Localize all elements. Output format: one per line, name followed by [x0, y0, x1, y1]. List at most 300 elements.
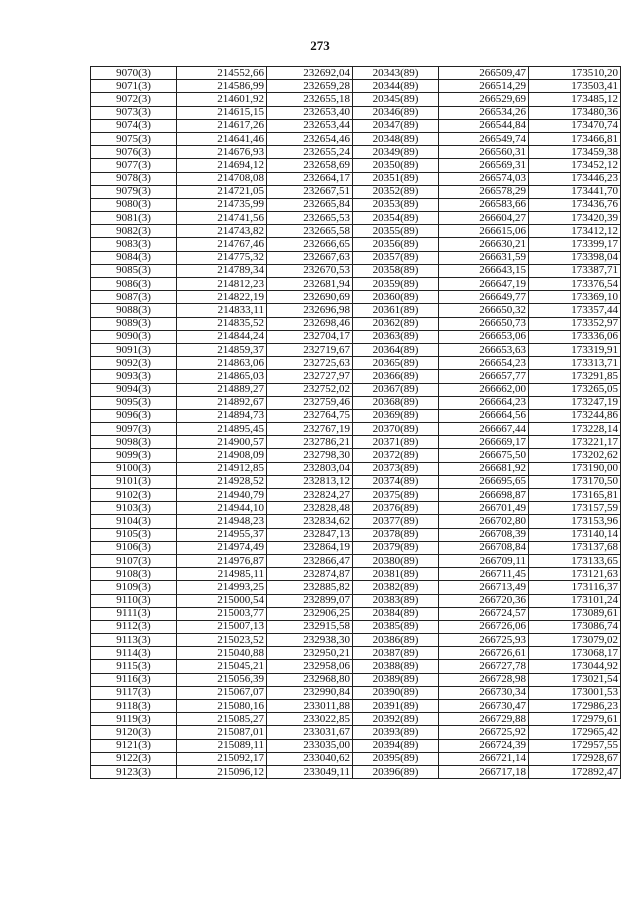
- table-cell-x-coordinate-a: 214900,57: [177, 436, 267, 449]
- table-cell-x-coordinate-b: 266664,23: [439, 396, 529, 409]
- table-cell-y-coordinate-b: 173446,23: [529, 172, 621, 185]
- table-cell-y-coordinate-b: 173376,54: [529, 278, 621, 291]
- table-cell-point-id-a: 9119(3): [91, 713, 177, 726]
- table-cell-point-id-b: 20372(89): [353, 449, 439, 462]
- table-row: [91, 713, 621, 726]
- table-cell-y-coordinate-b: 173459,38: [529, 146, 621, 159]
- table-cell-point-id-b: 20345(89): [353, 93, 439, 106]
- table-cell-y-coordinate-a: 232767,19: [267, 423, 353, 436]
- table-cell-x-coordinate-a: 214889,27: [177, 383, 267, 396]
- table-cell-x-coordinate-a: 214844,24: [177, 330, 267, 343]
- table-cell-x-coordinate-a: 214908,09: [177, 449, 267, 462]
- table-row: [91, 132, 621, 145]
- table-cell-point-id-a: 9115(3): [91, 660, 177, 673]
- table-cell-y-coordinate-b: 172979,61: [529, 713, 621, 726]
- table-cell-x-coordinate-a: 214955,37: [177, 528, 267, 541]
- table-row: [91, 620, 621, 633]
- table-cell-x-coordinate-a: 214694,12: [177, 159, 267, 172]
- table-cell-y-coordinate-b: 173503,41: [529, 80, 621, 93]
- table-row: [91, 317, 621, 330]
- table-row: [91, 225, 621, 238]
- table-cell-x-coordinate-b: 266669,17: [439, 436, 529, 449]
- table-cell-point-id-a: 9087(3): [91, 291, 177, 304]
- table-cell-x-coordinate-a: 215092,17: [177, 752, 267, 765]
- table-cell-point-id-b: 20396(89): [353, 765, 439, 778]
- table-cell-y-coordinate-b: 173086,74: [529, 620, 621, 633]
- table-row: [91, 634, 621, 647]
- table-cell-point-id-a: 9100(3): [91, 462, 177, 475]
- table-cell-y-coordinate-b: 173265,05: [529, 383, 621, 396]
- table-cell-y-coordinate-b: 173352,97: [529, 317, 621, 330]
- table-cell-point-id-b: 20351(89): [353, 172, 439, 185]
- table-row: [91, 515, 621, 528]
- table-cell-point-id-a: 9117(3): [91, 686, 177, 699]
- table-cell-y-coordinate-a: 232915,58: [267, 620, 353, 633]
- table-row: [91, 396, 621, 409]
- table-cell-y-coordinate-a: 232670,53: [267, 264, 353, 277]
- table-cell-y-coordinate-a: 232655,24: [267, 146, 353, 159]
- table-cell-x-coordinate-b: 266653,06: [439, 330, 529, 343]
- table-row: [91, 686, 621, 699]
- table-cell-y-coordinate-a: 232864,19: [267, 541, 353, 554]
- table-cell-y-coordinate-b: 173244,86: [529, 409, 621, 422]
- table-cell-point-id-a: 9116(3): [91, 673, 177, 686]
- table-cell-y-coordinate-b: 173190,00: [529, 462, 621, 475]
- table-cell-point-id-a: 9098(3): [91, 436, 177, 449]
- table-row: [91, 146, 621, 159]
- table-cell-x-coordinate-b: 266650,32: [439, 304, 529, 317]
- table-cell-y-coordinate-a: 232968,80: [267, 673, 353, 686]
- table-cell-x-coordinate-a: 214865,03: [177, 370, 267, 383]
- coordinates-table: [90, 66, 621, 779]
- table-cell-y-coordinate-a: 232653,44: [267, 119, 353, 132]
- table-cell-point-id-b: 20389(89): [353, 673, 439, 686]
- table-row: [91, 93, 621, 106]
- table-cell-point-id-a: 9099(3): [91, 449, 177, 462]
- table-cell-point-id-b: 20357(89): [353, 251, 439, 264]
- table-cell-y-coordinate-b: 172957,55: [529, 739, 621, 752]
- table-cell-point-id-b: 20375(89): [353, 489, 439, 502]
- coordinates-table-body: [91, 67, 621, 779]
- table-row: [91, 554, 621, 567]
- table-cell-point-id-a: 9118(3): [91, 700, 177, 713]
- table-cell-point-id-b: 20387(89): [353, 647, 439, 660]
- table-cell-point-id-b: 20374(89): [353, 475, 439, 488]
- table-cell-point-id-a: 9077(3): [91, 159, 177, 172]
- table-cell-y-coordinate-a: 233049,11: [267, 765, 353, 778]
- table-row: [91, 343, 621, 356]
- table-cell-x-coordinate-b: 266662,00: [439, 383, 529, 396]
- table-cell-point-id-b: 20379(89): [353, 541, 439, 554]
- table-cell-x-coordinate-a: 214894,73: [177, 409, 267, 422]
- table-cell-y-coordinate-b: 173441,70: [529, 185, 621, 198]
- table-cell-x-coordinate-a: 214912,85: [177, 462, 267, 475]
- table-row: [91, 726, 621, 739]
- table-cell-x-coordinate-a: 214812,23: [177, 278, 267, 291]
- table-cell-point-id-a: 9112(3): [91, 620, 177, 633]
- table-cell-x-coordinate-a: 214601,92: [177, 93, 267, 106]
- table-cell-x-coordinate-b: 266549,74: [439, 132, 529, 145]
- table-cell-point-id-a: 9082(3): [91, 225, 177, 238]
- table-cell-point-id-a: 9079(3): [91, 185, 177, 198]
- table-cell-x-coordinate-b: 266657,77: [439, 370, 529, 383]
- table-row: [91, 238, 621, 251]
- table-cell-x-coordinate-a: 215003,77: [177, 607, 267, 620]
- table-cell-point-id-b: 20391(89): [353, 700, 439, 713]
- table-cell-x-coordinate-b: 266730,47: [439, 700, 529, 713]
- table-cell-x-coordinate-a: 214741,56: [177, 212, 267, 225]
- table-cell-y-coordinate-a: 233022,85: [267, 713, 353, 726]
- table-cell-point-id-b: 20383(89): [353, 594, 439, 607]
- table-row: [91, 357, 621, 370]
- table-row: [91, 119, 621, 132]
- table-cell-y-coordinate-a: 232759,46: [267, 396, 353, 409]
- table-cell-y-coordinate-a: 232665,84: [267, 198, 353, 211]
- table-row: [91, 541, 621, 554]
- table-cell-point-id-b: 20384(89): [353, 607, 439, 620]
- table-cell-y-coordinate-b: 173157,59: [529, 502, 621, 515]
- table-cell-y-coordinate-b: 173466,81: [529, 132, 621, 145]
- table-cell-y-coordinate-a: 232990,84: [267, 686, 353, 699]
- table-cell-y-coordinate-a: 232654,46: [267, 132, 353, 145]
- table-row: [91, 568, 621, 581]
- table-cell-point-id-a: 9105(3): [91, 528, 177, 541]
- table-cell-y-coordinate-b: 173121,63: [529, 568, 621, 581]
- table-cell-point-id-b: 20368(89): [353, 396, 439, 409]
- table-cell-y-coordinate-b: 173436,76: [529, 198, 621, 211]
- table-cell-y-coordinate-a: 232665,53: [267, 212, 353, 225]
- table-cell-x-coordinate-b: 266583,66: [439, 198, 529, 211]
- table-row: [91, 291, 621, 304]
- table-cell-x-coordinate-a: 214743,82: [177, 225, 267, 238]
- table-cell-point-id-b: 20369(89): [353, 409, 439, 422]
- table-cell-point-id-b: 20367(89): [353, 383, 439, 396]
- table-cell-y-coordinate-a: 232696,98: [267, 304, 353, 317]
- table-cell-y-coordinate-a: 232885,82: [267, 581, 353, 594]
- table-row: [91, 660, 621, 673]
- table-cell-point-id-a: 9071(3): [91, 80, 177, 93]
- table-cell-point-id-b: 20344(89): [353, 80, 439, 93]
- table-cell-y-coordinate-b: 173420,39: [529, 212, 621, 225]
- table-row: [91, 159, 621, 172]
- table-cell-point-id-a: 9085(3): [91, 264, 177, 277]
- table-cell-point-id-a: 9090(3): [91, 330, 177, 343]
- table-cell-point-id-b: 20353(89): [353, 198, 439, 211]
- table-cell-y-coordinate-b: 172892,47: [529, 765, 621, 778]
- table-cell-x-coordinate-a: 214976,87: [177, 554, 267, 567]
- table-cell-point-id-b: 20352(89): [353, 185, 439, 198]
- table-cell-x-coordinate-b: 266717,18: [439, 765, 529, 778]
- table-cell-point-id-a: 9075(3): [91, 132, 177, 145]
- table-cell-point-id-a: 9076(3): [91, 146, 177, 159]
- table-row: [91, 80, 621, 93]
- table-cell-y-coordinate-b: 173480,36: [529, 106, 621, 119]
- table-cell-y-coordinate-a: 232653,40: [267, 106, 353, 119]
- table-cell-x-coordinate-b: 266698,87: [439, 489, 529, 502]
- table-cell-point-id-b: 20373(89): [353, 462, 439, 475]
- table-cell-y-coordinate-a: 232874,87: [267, 568, 353, 581]
- table-cell-point-id-b: 20392(89): [353, 713, 439, 726]
- table-cell-x-coordinate-b: 266721,14: [439, 752, 529, 765]
- table-cell-point-id-b: 20358(89): [353, 264, 439, 277]
- table-cell-point-id-b: 20354(89): [353, 212, 439, 225]
- table-row: [91, 278, 621, 291]
- table-cell-x-coordinate-b: 266509,47: [439, 67, 529, 80]
- page-number: 273: [310, 38, 330, 53]
- table-cell-point-id-b: 20343(89): [353, 67, 439, 80]
- table-cell-x-coordinate-b: 266578,29: [439, 185, 529, 198]
- table-cell-x-coordinate-b: 266711,45: [439, 568, 529, 581]
- table-cell-point-id-b: 20385(89): [353, 620, 439, 633]
- table-cell-x-coordinate-a: 215056,39: [177, 673, 267, 686]
- table-cell-y-coordinate-b: 173153,96: [529, 515, 621, 528]
- table-cell-point-id-b: 20393(89): [353, 726, 439, 739]
- table-row: [91, 264, 621, 277]
- table-cell-x-coordinate-a: 215040,88: [177, 647, 267, 660]
- table-cell-point-id-b: 20346(89): [353, 106, 439, 119]
- table-cell-y-coordinate-a: 233040,62: [267, 752, 353, 765]
- table-cell-x-coordinate-a: 214863,06: [177, 357, 267, 370]
- table-cell-x-coordinate-b: 266649,77: [439, 291, 529, 304]
- table-cell-y-coordinate-a: 232719,67: [267, 343, 353, 356]
- table-cell-x-coordinate-b: 266713,49: [439, 581, 529, 594]
- table-cell-point-id-b: 20361(89): [353, 304, 439, 317]
- table-cell-point-id-a: 9073(3): [91, 106, 177, 119]
- table-cell-x-coordinate-a: 214948,23: [177, 515, 267, 528]
- table-cell-x-coordinate-b: 266529,69: [439, 93, 529, 106]
- table-cell-point-id-a: 9086(3): [91, 278, 177, 291]
- table-row: [91, 330, 621, 343]
- table-cell-point-id-b: 20395(89): [353, 752, 439, 765]
- table-row: [91, 607, 621, 620]
- table-cell-point-id-b: 20394(89): [353, 739, 439, 752]
- table-cell-x-coordinate-b: 266727,78: [439, 660, 529, 673]
- table-cell-x-coordinate-a: 214708,08: [177, 172, 267, 185]
- table-row: [91, 673, 621, 686]
- table-cell-point-id-a: 9088(3): [91, 304, 177, 317]
- table-cell-x-coordinate-a: 214985,11: [177, 568, 267, 581]
- table-cell-x-coordinate-b: 266702,80: [439, 515, 529, 528]
- table-cell-point-id-a: 9113(3): [91, 634, 177, 647]
- table-row: [91, 106, 621, 119]
- table-cell-x-coordinate-a: 214859,37: [177, 343, 267, 356]
- table-row: [91, 423, 621, 436]
- table-cell-y-coordinate-a: 232664,17: [267, 172, 353, 185]
- table-row: [91, 700, 621, 713]
- table-cell-point-id-b: 20364(89): [353, 343, 439, 356]
- table-cell-point-id-a: 9108(3): [91, 568, 177, 581]
- table-cell-y-coordinate-b: 173170,50: [529, 475, 621, 488]
- table-cell-y-coordinate-b: 173140,14: [529, 528, 621, 541]
- table-cell-y-coordinate-b: 173228,14: [529, 423, 621, 436]
- table-cell-x-coordinate-b: 266569,31: [439, 159, 529, 172]
- table-cell-point-id-a: 9089(3): [91, 317, 177, 330]
- table-cell-x-coordinate-a: 214735,99: [177, 198, 267, 211]
- table-cell-point-id-b: 20370(89): [353, 423, 439, 436]
- table-cell-point-id-b: 20376(89): [353, 502, 439, 515]
- table-cell-x-coordinate-a: 214617,26: [177, 119, 267, 132]
- table-cell-x-coordinate-b: 266615,06: [439, 225, 529, 238]
- table-cell-point-id-a: 9114(3): [91, 647, 177, 660]
- table-row: [91, 739, 621, 752]
- table-cell-x-coordinate-a: 215007,13: [177, 620, 267, 633]
- table-cell-y-coordinate-b: 173336,06: [529, 330, 621, 343]
- table-cell-y-coordinate-b: 173001,53: [529, 686, 621, 699]
- table-cell-y-coordinate-b: 173021,54: [529, 673, 621, 686]
- table-cell-y-coordinate-b: 173319,91: [529, 343, 621, 356]
- table-cell-point-id-a: 9102(3): [91, 489, 177, 502]
- table-cell-y-coordinate-b: 173291,85: [529, 370, 621, 383]
- table-cell-point-id-a: 9084(3): [91, 251, 177, 264]
- table-cell-x-coordinate-b: 266724,39: [439, 739, 529, 752]
- table-cell-x-coordinate-b: 266728,98: [439, 673, 529, 686]
- table-cell-y-coordinate-a: 232690,69: [267, 291, 353, 304]
- table-cell-point-id-b: 20371(89): [353, 436, 439, 449]
- table-cell-x-coordinate-a: 215023,52: [177, 634, 267, 647]
- table-cell-point-id-b: 20381(89): [353, 568, 439, 581]
- table-cell-point-id-a: 9092(3): [91, 357, 177, 370]
- table-cell-y-coordinate-b: 173452,12: [529, 159, 621, 172]
- table-cell-x-coordinate-b: 266730,34: [439, 686, 529, 699]
- table-cell-x-coordinate-b: 266604,27: [439, 212, 529, 225]
- table-cell-y-coordinate-b: 173485,12: [529, 93, 621, 106]
- table-row: [91, 489, 621, 502]
- table-cell-point-id-a: 9123(3): [91, 765, 177, 778]
- table-row: [91, 581, 621, 594]
- table-cell-x-coordinate-b: 266725,93: [439, 634, 529, 647]
- table-cell-point-id-a: 9097(3): [91, 423, 177, 436]
- table-cell-y-coordinate-a: 232659,28: [267, 80, 353, 93]
- table-row: [91, 528, 621, 541]
- table-cell-point-id-a: 9096(3): [91, 409, 177, 422]
- table-cell-point-id-b: 20382(89): [353, 581, 439, 594]
- table-cell-x-coordinate-b: 266534,26: [439, 106, 529, 119]
- table-cell-point-id-b: 20365(89): [353, 357, 439, 370]
- table-cell-y-coordinate-b: 173399,17: [529, 238, 621, 251]
- table-cell-y-coordinate-a: 232958,06: [267, 660, 353, 673]
- table-row: [91, 647, 621, 660]
- table-cell-y-coordinate-a: 232655,18: [267, 93, 353, 106]
- table-cell-y-coordinate-a: 232950,21: [267, 647, 353, 660]
- table-cell-x-coordinate-a: 214833,11: [177, 304, 267, 317]
- table-row: [91, 304, 621, 317]
- table-cell-y-coordinate-a: 232847,13: [267, 528, 353, 541]
- table-cell-point-id-a: 9103(3): [91, 502, 177, 515]
- table-cell-x-coordinate-a: 214641,46: [177, 132, 267, 145]
- table-cell-point-id-a: 9110(3): [91, 594, 177, 607]
- table-cell-x-coordinate-b: 266630,21: [439, 238, 529, 251]
- table-cell-y-coordinate-a: 232658,69: [267, 159, 353, 172]
- table-cell-x-coordinate-a: 214895,45: [177, 423, 267, 436]
- table-cell-x-coordinate-b: 266701,49: [439, 502, 529, 515]
- table-row: [91, 765, 621, 778]
- table-cell-point-id-b: 20363(89): [353, 330, 439, 343]
- table-cell-y-coordinate-b: 173313,71: [529, 357, 621, 370]
- table-cell-y-coordinate-b: 173221,17: [529, 436, 621, 449]
- table-cell-point-id-a: 9122(3): [91, 752, 177, 765]
- table-cell-x-coordinate-b: 266653,63: [439, 343, 529, 356]
- table-row: [91, 185, 621, 198]
- table-row: [91, 198, 621, 211]
- table-cell-x-coordinate-b: 266631,59: [439, 251, 529, 264]
- table-cell-x-coordinate-b: 266708,84: [439, 541, 529, 554]
- table-row: [91, 67, 621, 80]
- table-cell-x-coordinate-a: 214789,34: [177, 264, 267, 277]
- table-cell-x-coordinate-a: 215045,21: [177, 660, 267, 673]
- table-cell-y-coordinate-b: 173133,65: [529, 554, 621, 567]
- table-cell-y-coordinate-a: 232866,47: [267, 554, 353, 567]
- table-cell-y-coordinate-a: 232698,46: [267, 317, 353, 330]
- table-cell-x-coordinate-a: 214974,49: [177, 541, 267, 554]
- table-cell-x-coordinate-b: 266514,29: [439, 80, 529, 93]
- table-row: [91, 251, 621, 264]
- table-cell-x-coordinate-a: 214944,10: [177, 502, 267, 515]
- table-cell-y-coordinate-a: 232704,17: [267, 330, 353, 343]
- table-cell-y-coordinate-b: 173137,68: [529, 541, 621, 554]
- table-cell-x-coordinate-b: 266667,44: [439, 423, 529, 436]
- table-cell-x-coordinate-a: 215080,16: [177, 700, 267, 713]
- table-cell-point-id-a: 9093(3): [91, 370, 177, 383]
- table-cell-y-coordinate-a: 232681,94: [267, 278, 353, 291]
- table-cell-y-coordinate-b: 173101,24: [529, 594, 621, 607]
- table-cell-y-coordinate-b: 173165,81: [529, 489, 621, 502]
- table-cell-point-id-b: 20388(89): [353, 660, 439, 673]
- table-cell-point-id-a: 9094(3): [91, 383, 177, 396]
- table-cell-x-coordinate-b: 266729,88: [439, 713, 529, 726]
- table-row: [91, 594, 621, 607]
- table-cell-y-coordinate-b: 173369,10: [529, 291, 621, 304]
- table-cell-y-coordinate-b: 173412,12: [529, 225, 621, 238]
- table-cell-y-coordinate-b: 173079,02: [529, 634, 621, 647]
- table-cell-x-coordinate-b: 266724,57: [439, 607, 529, 620]
- table-cell-x-coordinate-a: 214822,19: [177, 291, 267, 304]
- table-cell-point-id-b: 20386(89): [353, 634, 439, 647]
- table-cell-y-coordinate-a: 232666,65: [267, 238, 353, 251]
- table-cell-x-coordinate-b: 266681,92: [439, 462, 529, 475]
- table-cell-x-coordinate-b: 266725,92: [439, 726, 529, 739]
- table-cell-x-coordinate-b: 266709,11: [439, 554, 529, 567]
- table-cell-point-id-b: 20350(89): [353, 159, 439, 172]
- table-row: [91, 462, 621, 475]
- table-cell-x-coordinate-a: 214940,79: [177, 489, 267, 502]
- table-cell-y-coordinate-a: 232764,75: [267, 409, 353, 422]
- table-cell-point-id-a: 9080(3): [91, 198, 177, 211]
- table-cell-y-coordinate-b: 172986,23: [529, 700, 621, 713]
- table-row: [91, 409, 621, 422]
- table-cell-x-coordinate-b: 266675,50: [439, 449, 529, 462]
- table-row: [91, 436, 621, 449]
- table-row: [91, 370, 621, 383]
- table-cell-y-coordinate-a: 232824,27: [267, 489, 353, 502]
- table-cell-y-coordinate-a: 232667,63: [267, 251, 353, 264]
- table-cell-x-coordinate-a: 215067,07: [177, 686, 267, 699]
- table-cell-y-coordinate-b: 173044,92: [529, 660, 621, 673]
- table-row: [91, 752, 621, 765]
- table-cell-y-coordinate-a: 232899,07: [267, 594, 353, 607]
- table-cell-y-coordinate-a: 232798,30: [267, 449, 353, 462]
- table-cell-x-coordinate-a: 214615,15: [177, 106, 267, 119]
- table-cell-point-id-a: 9072(3): [91, 93, 177, 106]
- table-cell-x-coordinate-b: 266708,39: [439, 528, 529, 541]
- table-cell-y-coordinate-b: 173357,44: [529, 304, 621, 317]
- table-cell-y-coordinate-b: 173387,71: [529, 264, 621, 277]
- table-cell-y-coordinate-a: 233031,67: [267, 726, 353, 739]
- table-cell-x-coordinate-a: 214928,52: [177, 475, 267, 488]
- table-row: [91, 475, 621, 488]
- table-cell-point-id-a: 9081(3): [91, 212, 177, 225]
- table-cell-y-coordinate-b: 173202,62: [529, 449, 621, 462]
- table-cell-x-coordinate-a: 214835,52: [177, 317, 267, 330]
